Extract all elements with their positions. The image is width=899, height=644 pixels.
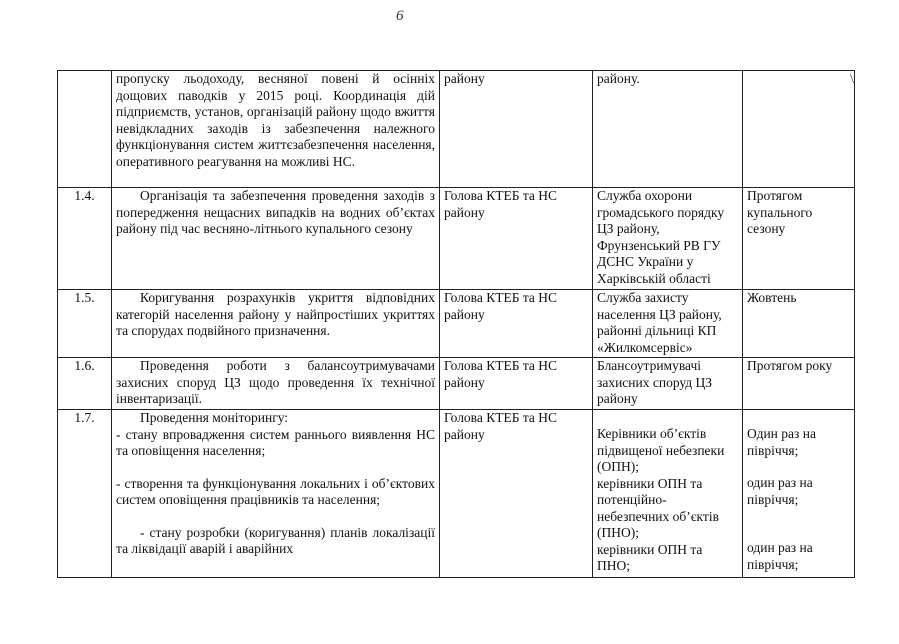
term-cell (743, 358, 855, 410)
term-cell (743, 188, 855, 290)
responsible-cell: Голова КТЕБ та НС району (440, 410, 593, 578)
responsible-cell: Голова КТЕБ та НС району (440, 188, 593, 290)
executors-cell (593, 188, 743, 290)
table-row (58, 358, 855, 410)
executors-text: Служба охорони громадського порядку ЦЗ району, Фрунзенський РВ ГУ ДСНС України у Харківській області (597, 188, 725, 286)
executors-cell (593, 290, 743, 358)
measure-cell (112, 410, 440, 578)
table-row (58, 188, 855, 290)
responsible-cell: району (440, 71, 593, 188)
measure-text: Проведення роботи з балансоутримувачами захисних споруд ЦЗ щодо проведення їх технічної інвентаризації. (116, 358, 435, 406)
measure-cell (112, 290, 440, 358)
executors-item: керівники ОПН та потенційно-небезпечних об’єктів (ПНО); (597, 475, 719, 540)
row-number: 1.7. (58, 410, 112, 578)
plan-table (57, 70, 855, 578)
term-text: Протягом року (747, 358, 833, 373)
executors-item: керівники ОПН та ПНО; (597, 541, 703, 573)
executors-text: району. (597, 71, 640, 86)
term-cell (743, 71, 855, 188)
measure-item: - стану розробки (коригування) планів локалізації та ліквідації аварій і аварійних (116, 524, 435, 556)
executors-text: Служба захисту населення ЦЗ району, районні дільниці КП «Жилкомсервіс» (597, 290, 722, 355)
measure-text: Коригування розрахунків укриття відповідних категорій населення району у найпростіших укриттях та спорудах подвійного призначення. (116, 290, 435, 338)
page-number: 6 (396, 8, 404, 24)
responsible-cell: Голова КТЕБ та НС району (440, 358, 593, 410)
term-text: Протягом купального сезону (747, 188, 813, 236)
table-row (58, 290, 855, 358)
term-cell (743, 410, 855, 578)
responsible-cell: Голова КТЕБ та НС району (440, 290, 593, 358)
measure-item: - створення та функціонування локальних і об’єктових систем оповіщення працівників та населення; (116, 475, 435, 507)
measure-cell (112, 188, 440, 290)
executors-text: Блансоутримувачі захисних споруд ЦЗ району (597, 358, 713, 406)
row-number: 1.5. (58, 290, 112, 358)
measure-heading: Проведення моніторингу: (140, 410, 289, 425)
term-item: один раз на півріччя; (747, 475, 813, 507)
executors-cell (593, 71, 743, 188)
executors-item: Керівники об’єктів підвищеної небезпеки (ОПН); (597, 426, 725, 474)
term-item: один раз на півріччя; (747, 540, 813, 572)
executors-cell (593, 358, 743, 410)
measure-item: - стану впровадження систем раннього виявлення НС та оповіщення населення; (116, 426, 435, 458)
measure-text: Організація та забезпечення проведення заходів з попередження нещасних випадків на водних об’єктах району під час весняно-літнього купального сезону (116, 188, 435, 236)
table-row (58, 71, 855, 188)
row-number: 1.4. (58, 188, 112, 290)
table-row (58, 410, 855, 578)
row-number (58, 71, 112, 188)
row-number: 1.6. (58, 358, 112, 410)
measure-text: пропуску льодоходу, весняної повені й осінніх дощових паводків у 2015 році. Координація дій підприємств, установ, організацій району щодо вжиття невідкладних заходів із забезпечення належного функціонування систем життєзабезпечення населення, оперативного реагування на можливі НС. (116, 71, 435, 169)
margin-mark: \ (850, 72, 854, 87)
measure-cell (112, 71, 440, 188)
term-item: Один раз на півріччя; (747, 426, 816, 458)
executors-cell (593, 410, 743, 578)
term-text: Жовтень (747, 290, 797, 305)
measure-cell (112, 358, 440, 410)
term-cell (743, 290, 855, 358)
